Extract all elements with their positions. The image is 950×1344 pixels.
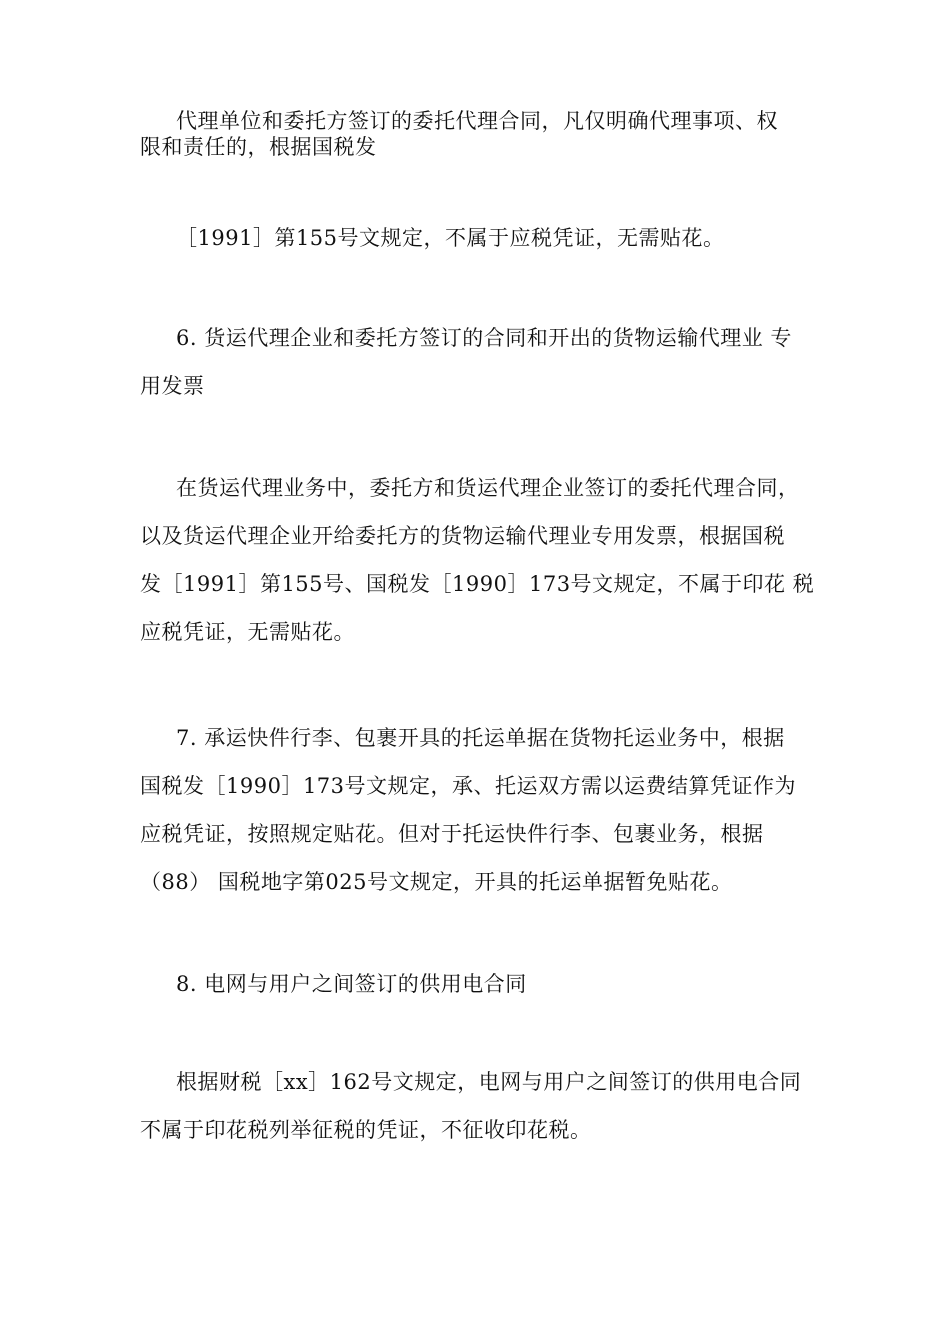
paragraph-5-line-1: 7. 承运快件行李、包裹开具的托运单据在货物托运业务中，根据: [176, 726, 785, 750]
paragraph-1-line-1: 代理单位和委托方签订的委托代理合同，凡仅明确代理事项、权: [176, 109, 778, 133]
paragraph-2: [140, 214, 830, 262]
paragraph-6-line-1: 8. 电网与用户之间签订的供用电合同: [176, 972, 527, 996]
paragraph-3-heading: [140, 314, 830, 410]
paragraph-5-line-4: （88） 国税地字第025号文规定，开具的托运单据暂免贴花。: [140, 870, 733, 894]
paragraph-5-line-2: 国税发［1990］173号文规定，承、托运双方需以运费结算凭证作为: [140, 774, 797, 798]
paragraph-7: [140, 1058, 830, 1154]
paragraph-4-line-3: 发［1991］第155号、国税发［1990］173号文规定，不属于印花 税: [140, 572, 815, 596]
paragraph-3-line-2: 用发票: [140, 374, 205, 398]
paragraph-2-line-1: ［1991］第155号文规定，不属于应税凭证，无需贴花。: [176, 226, 725, 250]
paragraph-5-line-3: 应税凭证，按照规定贴花。但对于托运快件行李、包裹业务，根据: [140, 822, 764, 846]
paragraph-7-line-2: 不属于印花税列举征税的凭证，不征收印花税。: [140, 1118, 592, 1142]
paragraph-4-line-2: 以及货运代理企业开给委托方的货物运输代理业专用发票，根据国税: [140, 524, 785, 548]
paragraph-5: [140, 714, 830, 906]
paragraph-4: [140, 464, 830, 656]
paragraph-1-line-2: 限和责任的，根据国税发: [140, 135, 377, 159]
paragraph-1: [140, 108, 830, 160]
paragraph-4-line-1: 在货运代理业务中，委托方和货运代理企业签订的委托代理合同，: [176, 476, 800, 500]
paragraph-7-line-1: 根据财税［xx］162号文规定，电网与用户之间签订的供用电合同: [176, 1070, 802, 1094]
paragraph-4-line-4: 应税凭证，无需贴花。: [140, 620, 355, 644]
paragraph-3-line-1: 6. 货运代理企业和委托方签订的合同和开出的货物运输代理业 专: [176, 326, 792, 350]
paragraph-6-heading: [140, 960, 830, 1008]
